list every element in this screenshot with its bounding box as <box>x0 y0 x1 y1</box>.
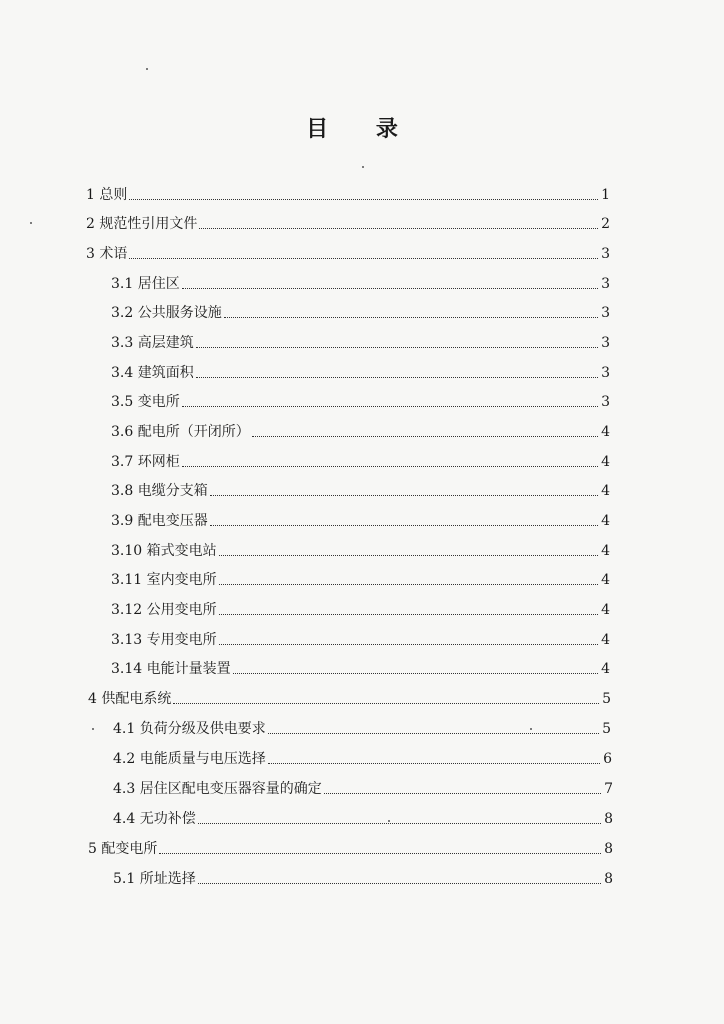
toc-entry <box>111 419 610 441</box>
toc-entry-page: 3 <box>601 246 610 262</box>
toc-entry-label: 4.3 居住区配电变压器容量的确定 <box>113 781 322 797</box>
toc-entry-page: 4 <box>601 483 610 499</box>
toc-entry-label: 4 供配电系统 <box>88 691 172 707</box>
toc-leader-dots <box>198 883 601 884</box>
toc-entry-label: 3.1 居住区 <box>111 276 180 292</box>
toc-entry-label: 3.10 箱式变电站 <box>111 543 217 559</box>
toc-entry <box>113 746 612 768</box>
toc-entry <box>113 776 613 798</box>
toc-leader-dots <box>182 288 598 289</box>
toc-entry-page: 4 <box>601 424 610 440</box>
toc-entry <box>111 567 610 589</box>
toc-entry-label: 4.4 无功补偿 <box>113 811 196 827</box>
toc-leader-dots <box>210 495 598 496</box>
toc-entry-label: 4.2 电能质量与电压选择 <box>113 751 266 767</box>
toc-entry-page: 3 <box>601 276 610 292</box>
toc-entry-label: 3.3 高层建筑 <box>111 335 194 351</box>
toc-entry-page: 5 <box>602 691 611 707</box>
toc-entry <box>113 716 611 738</box>
toc-entry-page: 8 <box>604 841 613 857</box>
toc-leader-dots <box>233 673 598 674</box>
toc-entry <box>111 508 610 530</box>
toc-leader-dots <box>196 347 598 348</box>
toc-entry-label: 3.6 配电所（开闭所） <box>111 424 250 440</box>
toc-entry-page: 4 <box>601 661 610 677</box>
toc-entry-page: 3 <box>601 365 610 381</box>
toc-entry-page: 4 <box>601 513 610 529</box>
toc-leader-dots <box>129 199 598 200</box>
toc-entry-label: 5 配变电所 <box>88 841 158 857</box>
toc-entry-label: 3.7 环网柜 <box>111 454 180 470</box>
toc-leader-dots <box>196 377 598 378</box>
toc-entry <box>111 330 610 352</box>
toc-entry <box>111 300 610 322</box>
toc-entry-label: 3.13 专用变电所 <box>111 632 217 648</box>
toc-entry-label: 3.8 电缆分支箱 <box>111 483 208 499</box>
page-title: 目 录 <box>306 116 418 142</box>
scan-speck <box>388 820 390 822</box>
scan-speck <box>530 728 532 730</box>
toc-entry-page: 4 <box>601 454 610 470</box>
toc-entry-label: 4.1 负荷分级及供电要求 <box>113 721 266 737</box>
scan-speck <box>92 728 94 730</box>
toc-entry <box>113 806 613 828</box>
toc-entry <box>111 478 610 500</box>
toc-entry <box>111 627 610 649</box>
scan-speck <box>146 68 148 70</box>
toc-entry <box>88 686 611 708</box>
toc-leader-dots <box>224 317 598 318</box>
toc-entry-page: 3 <box>601 394 610 410</box>
toc-entry-page: 7 <box>604 781 613 797</box>
toc-entry-label: 2 规范性引用文件 <box>86 216 198 232</box>
toc-entry-label: 1 总则 <box>86 187 128 203</box>
toc-entry <box>111 538 610 560</box>
toc-leader-dots <box>182 406 598 407</box>
toc-leader-dots <box>219 644 598 645</box>
toc-entry-page: 3 <box>601 305 610 321</box>
toc-entry-label: 3.2 公共服务设施 <box>111 305 222 321</box>
toc-leader-dots <box>210 525 598 526</box>
toc-entry <box>111 656 610 678</box>
toc-leader-dots <box>268 763 600 764</box>
toc-leader-dots <box>324 793 601 794</box>
toc-leader-dots <box>219 584 598 585</box>
toc-leader-dots <box>219 555 598 556</box>
toc-leader-dots <box>199 228 598 229</box>
toc-leader-dots <box>198 823 601 824</box>
toc-entry-page: 2 <box>601 216 610 232</box>
toc-entry <box>111 271 610 293</box>
toc-entry-page: 5 <box>602 721 611 737</box>
toc-leader-dots <box>252 436 598 437</box>
toc-entry <box>86 211 610 233</box>
toc-entry-label: 3.11 室内变电所 <box>111 572 217 588</box>
toc-entry-page: 8 <box>604 811 613 827</box>
toc-entry-page: 8 <box>604 871 613 887</box>
toc-entry-page: 4 <box>601 602 610 618</box>
toc-entry-page: 4 <box>601 543 610 559</box>
toc-entry-label: 3 术语 <box>86 246 128 262</box>
scan-speck <box>30 222 32 224</box>
toc-entry-label: 3.14 电能计量装置 <box>111 661 231 677</box>
toc-leader-dots <box>173 703 599 704</box>
toc-entry-label: 5.1 所址选择 <box>113 871 196 887</box>
toc-entry <box>86 182 610 204</box>
toc-entry-label: 3.12 公用变电所 <box>111 602 217 618</box>
toc-entry-page: 4 <box>601 632 610 648</box>
toc-entry <box>111 597 610 619</box>
toc-entry-page: 3 <box>601 335 610 351</box>
toc-entry <box>113 866 613 888</box>
toc-entry-label: 3.9 配电变压器 <box>111 513 208 529</box>
toc-leader-dots <box>129 258 598 259</box>
toc-entry <box>86 241 610 263</box>
toc-leader-dots <box>182 466 598 467</box>
toc-entry-page: 4 <box>601 572 610 588</box>
toc-entry-page: 6 <box>603 751 612 767</box>
toc-leader-dots <box>219 614 598 615</box>
toc-entry <box>111 389 610 411</box>
toc-entry-label: 3.5 变电所 <box>111 394 180 410</box>
toc-entry-page: 1 <box>601 187 610 203</box>
toc-leader-dots <box>268 733 599 734</box>
scan-speck <box>362 166 364 168</box>
toc-entry <box>111 449 610 471</box>
toc-entry <box>111 360 610 382</box>
toc-leader-dots <box>159 853 601 854</box>
toc-entry-label: 3.4 建筑面积 <box>111 365 194 381</box>
toc-entry <box>88 836 613 858</box>
